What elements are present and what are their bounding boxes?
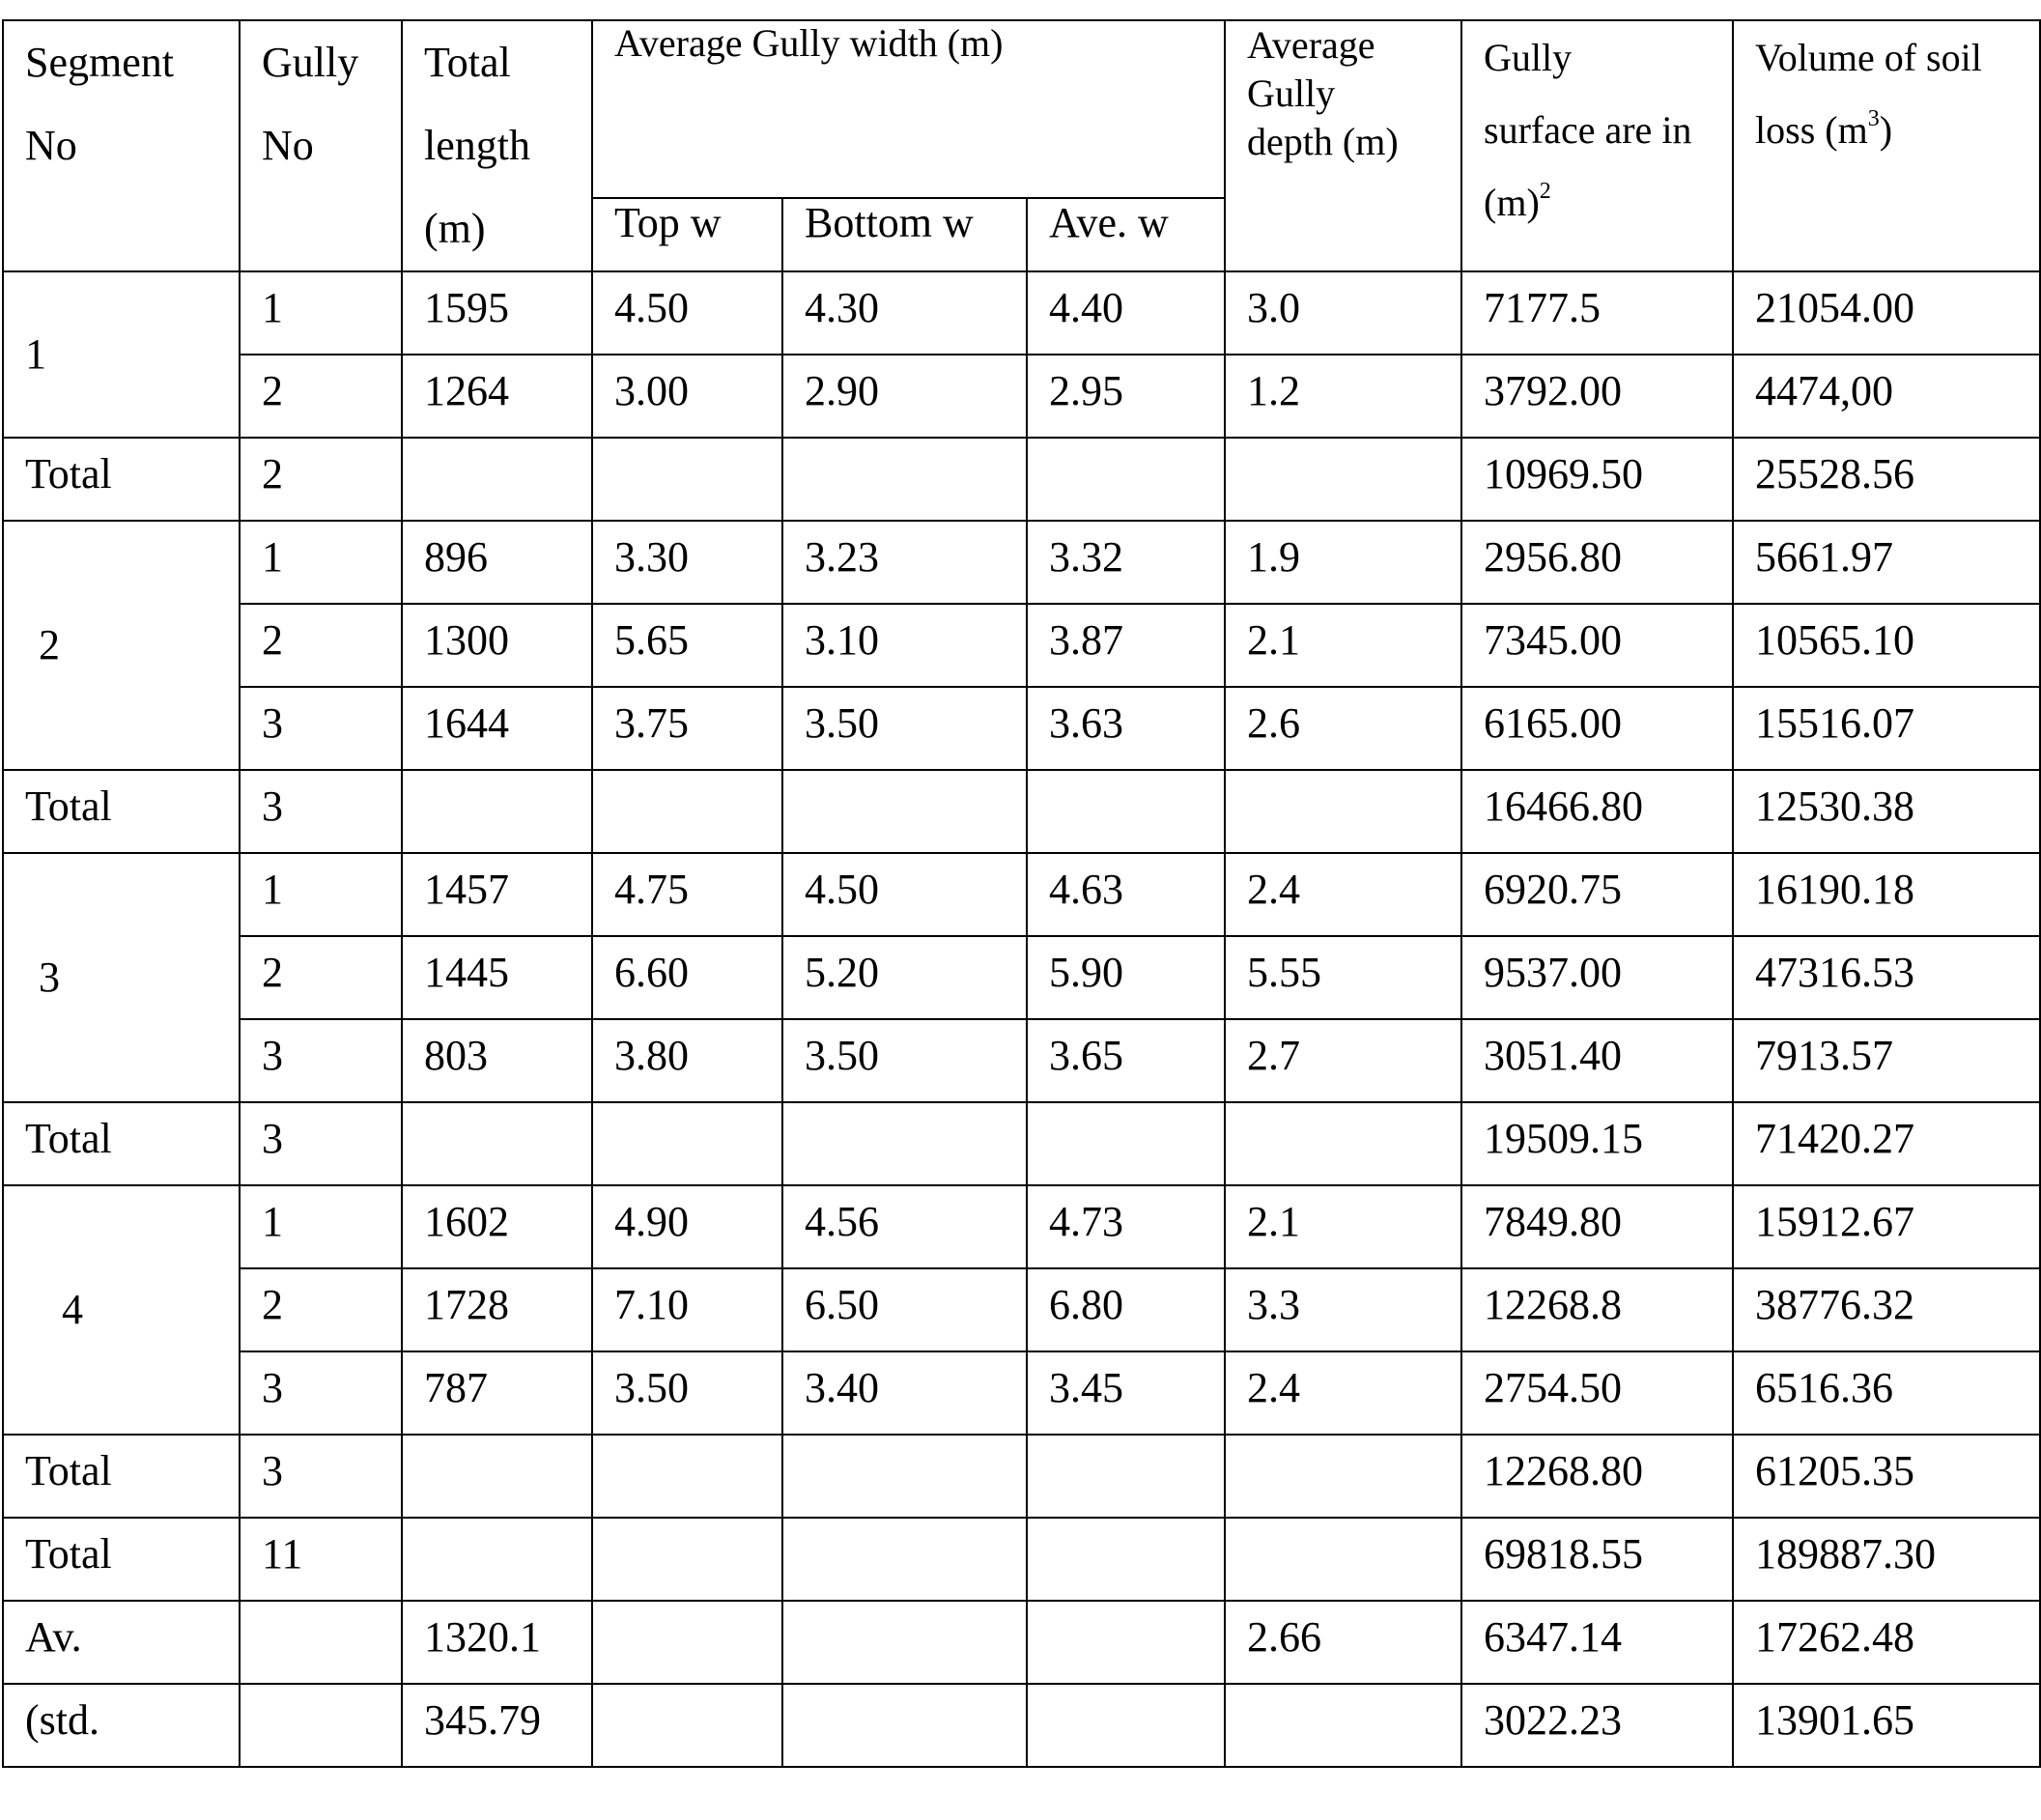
bottom-w-cell: 3.50: [782, 687, 1027, 770]
empty-cell: [402, 770, 592, 853]
ave-w-cell: 3.65: [1027, 1019, 1225, 1102]
table-row: [3, 1185, 2040, 1268]
header-segment-no: [3, 20, 240, 271]
gully-cell: 1: [240, 853, 402, 936]
gully-cell: 3: [240, 770, 402, 853]
gully-cell: 1: [240, 1185, 402, 1268]
bottom-w-cell: 6.50: [782, 1268, 1027, 1351]
depth-cell: [1225, 1684, 1461, 1767]
header-total-length: [402, 20, 592, 271]
area-cell: 12268.8: [1461, 1268, 1733, 1351]
empty-cell: [782, 770, 1027, 853]
area-cell: 2956.80: [1461, 521, 1733, 604]
header-text: Average: [1247, 23, 1375, 67]
length-cell: 1728: [402, 1268, 592, 1351]
area-cell: 6347.14: [1461, 1601, 1733, 1684]
header-text: (m): [424, 205, 486, 252]
area-cell: 12268.80: [1461, 1435, 1733, 1518]
depth-cell: [1225, 1518, 1461, 1601]
ave-w-cell: 3.87: [1027, 604, 1225, 687]
header-text: Segment: [25, 39, 174, 86]
bottom-w-cell: 3.50: [782, 1019, 1027, 1102]
length-cell: 1445: [402, 936, 592, 1019]
depth-cell: 2.1: [1225, 1185, 1461, 1268]
empty-cell: [1027, 1518, 1225, 1601]
empty-cell: [402, 1435, 592, 1518]
average-row: [3, 1601, 2040, 1684]
header-text: Gully: [1484, 36, 1573, 79]
header-top-w: Top w: [592, 198, 782, 271]
volume-cell: 10565.10: [1733, 604, 2040, 687]
depth-cell: 3.0: [1225, 271, 1461, 355]
length-cell: 896: [402, 521, 592, 604]
summary-label: (std.: [3, 1684, 240, 1767]
length-cell: 1264: [402, 355, 592, 438]
bottom-w-cell: 3.23: [782, 521, 1027, 604]
gully-cell: 2: [240, 936, 402, 1019]
bottom-w-cell: 3.40: [782, 1351, 1027, 1435]
volume-cell: 6516.36: [1733, 1351, 2040, 1435]
area-cell: 3051.40: [1461, 1019, 1733, 1102]
header-text: Gully: [262, 39, 359, 86]
gully-cell: [240, 1601, 402, 1684]
area-cell: 16466.80: [1461, 770, 1733, 853]
bottom-w-cell: 5.20: [782, 936, 1027, 1019]
unit-text: loss (m: [1755, 108, 1868, 152]
area-cell: 6165.00: [1461, 687, 1733, 770]
volume-cell: 16190.18: [1733, 853, 2040, 936]
length-cell: 787: [402, 1351, 592, 1435]
table-row: [3, 521, 2040, 604]
total-label: Total: [3, 770, 240, 853]
area-cell: 19509.15: [1461, 1102, 1733, 1185]
depth-cell: 1.2: [1225, 355, 1461, 438]
header-text: No: [262, 122, 314, 169]
ave-w-cell: 4.73: [1027, 1185, 1225, 1268]
empty-cell: [402, 438, 592, 521]
table-row: [3, 1268, 2040, 1351]
header-volume-soil-loss: [1733, 20, 2040, 271]
empty-cell: [1027, 1601, 1225, 1684]
table-row: [3, 687, 2040, 770]
length-cell: 1602: [402, 1185, 592, 1268]
area-cell: 2754.50: [1461, 1351, 1733, 1435]
ave-w-cell: 5.90: [1027, 936, 1225, 1019]
table-row: [3, 853, 2040, 936]
empty-cell: [592, 1601, 782, 1684]
gully-cell: 3: [240, 1102, 402, 1185]
depth-cell: 2.66: [1225, 1601, 1461, 1684]
empty-cell: [1225, 1102, 1461, 1185]
empty-cell: [592, 770, 782, 853]
unit-text: (m): [1484, 181, 1540, 224]
header-gully-no: [240, 20, 402, 271]
header-average-gully-width: Average Gully width (m): [592, 20, 1225, 198]
volume-cell: 12530.38: [1733, 770, 2040, 853]
empty-cell: [782, 1684, 1027, 1767]
depth-cell: 5.55: [1225, 936, 1461, 1019]
length-cell: 1300: [402, 604, 592, 687]
header-text: Volume of soil: [1755, 36, 1982, 79]
volume-cell: 25528.56: [1733, 438, 2040, 521]
depth-cell: 2.4: [1225, 1351, 1461, 1435]
volume-cell: 17262.48: [1733, 1601, 2040, 1684]
header-text: surface are in: [1484, 108, 1692, 152]
empty-cell: [402, 1102, 592, 1185]
top-w-cell: 3.30: [592, 521, 782, 604]
length-cell: 1644: [402, 687, 592, 770]
length-cell: 1457: [402, 853, 592, 936]
std-row: [3, 1684, 2040, 1767]
area-cell: 9537.00: [1461, 936, 1733, 1019]
empty-cell: [592, 1102, 782, 1185]
table-row: [3, 1019, 2040, 1102]
header-text: Gully: [1247, 71, 1336, 115]
gully-cell: 2: [240, 438, 402, 521]
total-label: Total: [3, 1435, 240, 1518]
top-w-cell: 3.75: [592, 687, 782, 770]
depth-cell: 3.3: [1225, 1268, 1461, 1351]
ave-w-cell: 3.32: [1027, 521, 1225, 604]
volume-cell: 4474,00: [1733, 355, 2040, 438]
ave-w-cell: 3.45: [1027, 1351, 1225, 1435]
area-cell: 6920.75: [1461, 853, 1733, 936]
empty-cell: [782, 1102, 1027, 1185]
volume-cell: 47316.53: [1733, 936, 2040, 1019]
empty-cell: [592, 1684, 782, 1767]
total-label: Total: [3, 1102, 240, 1185]
volume-cell: 38776.32: [1733, 1268, 2040, 1351]
gully-cell: [240, 1684, 402, 1767]
volume-cell: 15516.07: [1733, 687, 2040, 770]
header-text: Total: [424, 39, 511, 86]
empty-cell: [592, 1435, 782, 1518]
area-cell: 10969.50: [1461, 438, 1733, 521]
volume-cell: 15912.67: [1733, 1185, 2040, 1268]
header-ave-w: Ave. w: [1027, 198, 1225, 271]
empty-cell: [1027, 770, 1225, 853]
segment-total-row: [3, 1435, 2040, 1518]
empty-cell: [1225, 1435, 1461, 1518]
bottom-w-cell: 4.50: [782, 853, 1027, 936]
empty-cell: [1027, 1102, 1225, 1185]
total-label: Total: [3, 438, 240, 521]
ave-w-cell: 4.63: [1027, 853, 1225, 936]
area-cell: 7849.80: [1461, 1185, 1733, 1268]
ave-w-cell: 4.40: [1027, 271, 1225, 355]
header-text: depth (m): [1247, 120, 1399, 163]
gully-cell: 3: [240, 1019, 402, 1102]
empty-cell: [1225, 438, 1461, 521]
empty-cell: [1027, 1684, 1225, 1767]
volume-cell: 5661.97: [1733, 521, 2040, 604]
top-w-cell: 3.00: [592, 355, 782, 438]
depth-cell: 1.9: [1225, 521, 1461, 604]
area-cell: 3792.00: [1461, 355, 1733, 438]
header-bottom-w: Bottom w: [782, 198, 1027, 271]
ave-w-cell: 2.95: [1027, 355, 1225, 438]
header-row-1: [3, 20, 2040, 198]
gully-cell: 11: [240, 1518, 402, 1601]
top-w-cell: 4.90: [592, 1185, 782, 1268]
area-cell: 7345.00: [1461, 604, 1733, 687]
top-w-cell: 6.60: [592, 936, 782, 1019]
gully-cell: 3: [240, 687, 402, 770]
header-text: [1484, 166, 1732, 239]
empty-cell: [1027, 1435, 1225, 1518]
superscript: 2: [1539, 179, 1551, 204]
gully-cell: 2: [240, 355, 402, 438]
length-cell: [402, 1518, 592, 1601]
segment-cell: 4: [3, 1185, 240, 1435]
ave-w-cell: 3.63: [1027, 687, 1225, 770]
volume-cell: 71420.27: [1733, 1102, 2040, 1185]
empty-cell: [782, 1601, 1027, 1684]
top-w-cell: 7.10: [592, 1268, 782, 1351]
table-row: [3, 355, 2040, 438]
bottom-w-cell: 4.56: [782, 1185, 1027, 1268]
table-row: [3, 936, 2040, 1019]
bottom-w-cell: 4.30: [782, 271, 1027, 355]
gully-cell: 3: [240, 1435, 402, 1518]
gully-cell: 3: [240, 1351, 402, 1435]
top-w-cell: 5.65: [592, 604, 782, 687]
segment-cell: 2: [3, 521, 240, 770]
segment-total-row: [3, 1102, 2040, 1185]
summary-label: Av.: [3, 1601, 240, 1684]
depth-cell: 2.7: [1225, 1019, 1461, 1102]
volume-cell: 7913.57: [1733, 1019, 2040, 1102]
top-w-cell: 3.80: [592, 1019, 782, 1102]
depth-cell: 2.4: [1225, 853, 1461, 936]
top-w-cell: 4.75: [592, 853, 782, 936]
empty-cell: [782, 1518, 1027, 1601]
segment-total-row: [3, 770, 2040, 853]
top-w-cell: 4.50: [592, 271, 782, 355]
table-row: [3, 604, 2040, 687]
table-row: [3, 1351, 2040, 1435]
segment-total-row: [3, 438, 2040, 521]
empty-cell: [782, 1435, 1027, 1518]
segment-cell: 1: [3, 271, 240, 438]
header-text: [1755, 94, 2039, 166]
ave-w-cell: 6.80: [1027, 1268, 1225, 1351]
grand-total-row: [3, 1518, 2040, 1601]
unit-text: ): [1879, 108, 1893, 152]
empty-cell: [782, 438, 1027, 521]
top-w-cell: 3.50: [592, 1351, 782, 1435]
summary-label: Total: [3, 1518, 240, 1601]
bottom-w-cell: 3.10: [782, 604, 1027, 687]
area-cell: 69818.55: [1461, 1518, 1733, 1601]
length-cell: 1320.1: [402, 1601, 592, 1684]
volume-cell: 61205.35: [1733, 1435, 2040, 1518]
gully-cell: 1: [240, 521, 402, 604]
header-text: length: [424, 122, 530, 169]
bottom-w-cell: 2.90: [782, 355, 1027, 438]
length-cell: 1595: [402, 271, 592, 355]
header-average-gully-depth: [1225, 20, 1461, 271]
length-cell: 803: [402, 1019, 592, 1102]
header-text: No: [25, 122, 77, 169]
empty-cell: [592, 1518, 782, 1601]
empty-cell: [592, 438, 782, 521]
length-cell: 345.79: [402, 1684, 592, 1767]
gully-cell: 2: [240, 1268, 402, 1351]
gully-cell: 2: [240, 604, 402, 687]
depth-cell: 2.1: [1225, 604, 1461, 687]
superscript: 3: [1867, 106, 1880, 131]
volume-cell: 13901.65: [1733, 1684, 2040, 1767]
area-cell: 3022.23: [1461, 1684, 1733, 1767]
area-cell: 7177.5: [1461, 271, 1733, 355]
gully-cell: 1: [240, 271, 402, 355]
segment-cell: 3: [3, 853, 240, 1102]
volume-cell: 21054.00: [1733, 271, 2040, 355]
header-gully-surface-area: [1461, 20, 1733, 271]
empty-cell: [1027, 438, 1225, 521]
table-row: [3, 271, 2040, 355]
volume-cell: 189887.30: [1733, 1518, 2040, 1601]
gully-measurements-table: [2, 19, 2041, 1768]
empty-cell: [1225, 770, 1461, 853]
depth-cell: 2.6: [1225, 687, 1461, 770]
